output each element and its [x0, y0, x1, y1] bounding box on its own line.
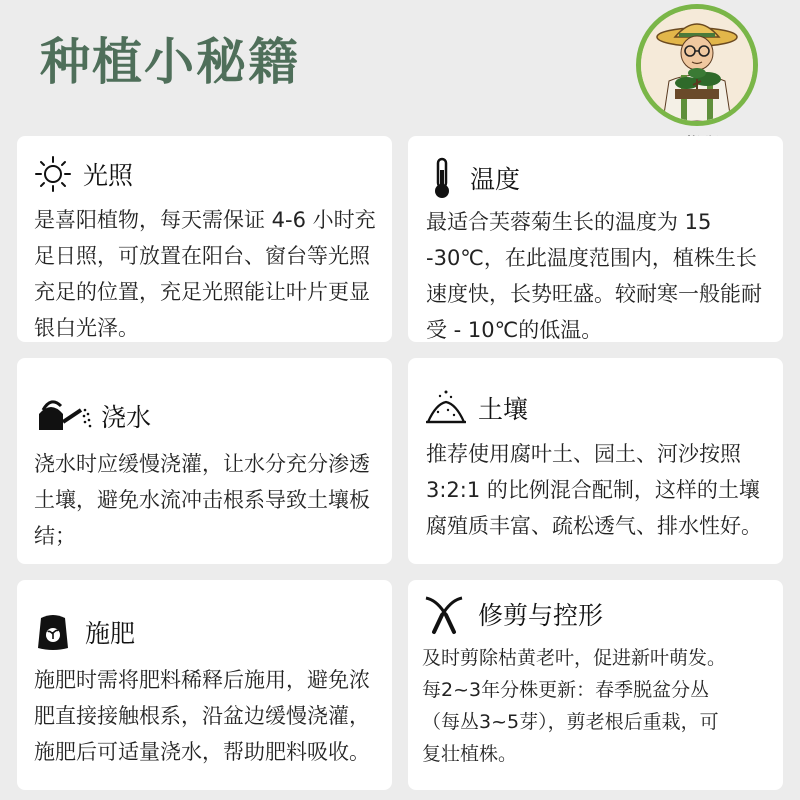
- card-text: 浇水时应缓慢浇灌，让水分充分渗透土壤，避免水流冲击根系导致土壤板结；: [34, 452, 370, 548]
- watering-can-icon: [33, 396, 95, 436]
- card-title: 土壤: [478, 395, 529, 424]
- card-light: [17, 136, 392, 342]
- soil-icon: [424, 388, 468, 428]
- fertilizer-bag-icon: [35, 612, 71, 652]
- card-text: 施肥时需将肥料稀释后施用，避免浓肥直接接触根系，沿盆边缓慢浇灌，施肥后可适量浇水，帮助肥料吸收。: [34, 668, 370, 764]
- card-text-line: （每丛3~5芽），剪老根后重栽，可: [422, 711, 719, 733]
- card-title: 修剪与控形: [478, 601, 604, 630]
- card-text-line: 及时剪除枯黄老叶，促进新叶萌发。: [422, 647, 727, 669]
- page-title: 种植小秘籍: [40, 33, 300, 91]
- card-text-line: 每2~3年分株更新：春季脱盆分丛: [422, 679, 710, 701]
- gardener-illustration: [641, 9, 753, 121]
- card-text: [422, 642, 780, 770]
- card-title: 温度: [470, 165, 521, 194]
- card-temperature: [408, 136, 783, 342]
- card-soil: [408, 358, 783, 564]
- card-watering: [17, 358, 392, 564]
- card-text: 是喜阳植物，每天需保证 4-6 小时充足日照，可放置在阳台、窗台等光照充足的位置，充足光照能让叶片更显银白光泽。: [34, 208, 376, 340]
- card-text: 推荐使用腐叶土、园土、河沙按照 3:2:1 的比例混合配制，这样的土壤腐殖质丰富、疏松透气、排水性好。: [426, 442, 762, 538]
- thermometer-icon: [424, 156, 460, 200]
- card-fertilizer: [17, 580, 392, 790]
- card-text-line: 复壮植株。: [422, 743, 518, 765]
- card-pruning: [408, 580, 783, 790]
- card-text: 最适合芙蓉菊生长的温度为 15 -30℃，在此温度范围内，植株生长速度快，长势旺盛。较耐寒一般能耐受 - 10℃的低温。: [426, 210, 762, 342]
- brand-logo: [636, 4, 758, 126]
- card-title: 光照: [83, 161, 134, 190]
- sun-icon: [33, 154, 73, 194]
- card-title: 施肥: [85, 619, 136, 648]
- pruning-shears-icon: [422, 592, 466, 636]
- card-title: 浇水: [101, 403, 152, 432]
